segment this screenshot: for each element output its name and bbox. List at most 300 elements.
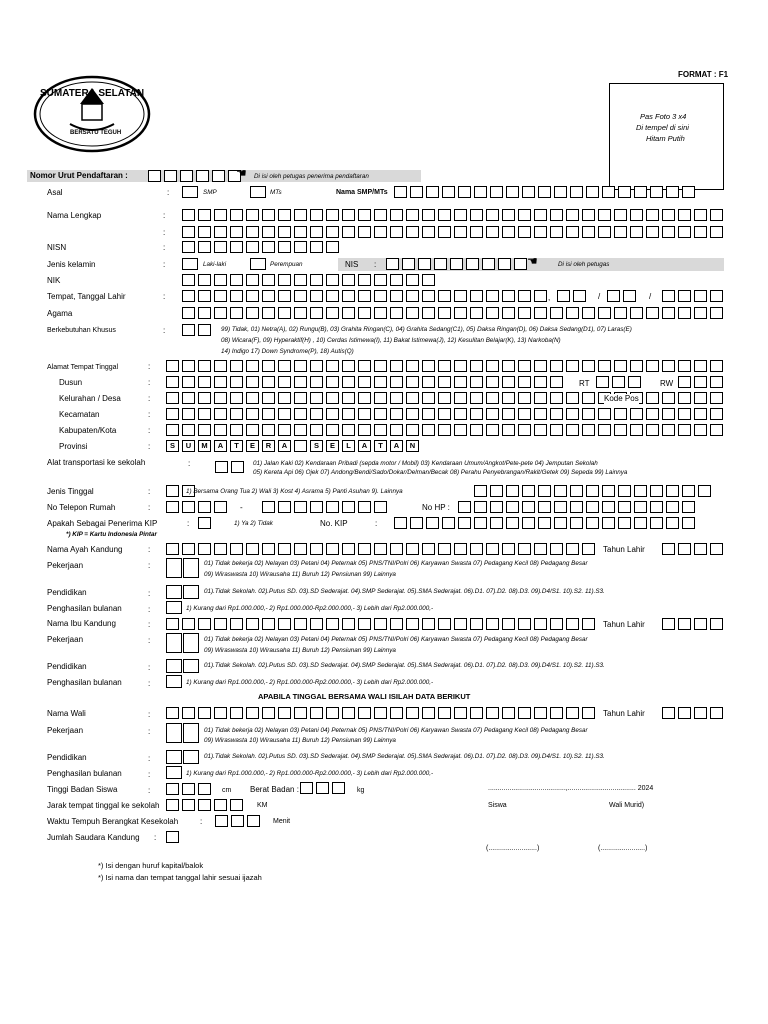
input-box[interactable]: [662, 290, 675, 302]
input-box[interactable]: [586, 186, 599, 198]
input-box[interactable]: [406, 424, 419, 436]
input-box[interactable]: [710, 307, 723, 319]
input-box[interactable]: [374, 307, 387, 319]
input-box[interactable]: [630, 209, 643, 221]
input-box[interactable]: [518, 290, 531, 302]
input-box[interactable]: [470, 226, 483, 238]
saudara-boxes[interactable]: [166, 831, 182, 843]
input-box[interactable]: [682, 485, 695, 497]
input-box[interactable]: [502, 290, 515, 302]
input-box[interactable]: [458, 501, 471, 513]
nama-wali-boxes[interactable]: [166, 707, 598, 719]
input-box[interactable]: [198, 209, 211, 221]
input-box[interactable]: [374, 376, 387, 388]
input-box[interactable]: [490, 501, 503, 513]
input-box[interactable]: [198, 501, 211, 513]
input-box[interactable]: [326, 274, 339, 286]
input-box[interactable]: [198, 360, 211, 372]
input-box[interactable]: [406, 226, 419, 238]
input-box[interactable]: [438, 408, 451, 420]
input-box[interactable]: [470, 408, 483, 420]
input-box[interactable]: [294, 408, 307, 420]
input-box[interactable]: [310, 618, 323, 630]
input-box[interactable]: [300, 782, 313, 794]
input-box[interactable]: [522, 186, 535, 198]
input-box[interactable]: [522, 485, 535, 497]
input-box[interactable]: [406, 618, 419, 630]
input-box[interactable]: [566, 408, 579, 420]
input-box[interactable]: [506, 501, 519, 513]
input-box[interactable]: [614, 424, 627, 436]
input-box[interactable]: [550, 392, 563, 404]
input-box[interactable]: [518, 307, 531, 319]
input-box[interactable]: [502, 618, 515, 630]
input-box[interactable]: [166, 360, 179, 372]
input-box[interactable]: [246, 241, 259, 253]
input-box[interactable]: [550, 307, 563, 319]
input-box[interactable]: [278, 618, 291, 630]
input-box[interactable]: [198, 376, 211, 388]
input-box[interactable]: [198, 241, 211, 253]
input-box[interactable]: [694, 707, 707, 719]
input-box[interactable]: [390, 392, 403, 404]
tahun-boxes[interactable]: [662, 290, 726, 302]
input-box[interactable]: [454, 408, 467, 420]
input-box[interactable]: [214, 392, 227, 404]
input-box[interactable]: [198, 408, 211, 420]
input-box[interactable]: [278, 274, 291, 286]
input-box[interactable]: [374, 501, 387, 513]
input-box[interactable]: [294, 290, 307, 302]
input-box[interactable]: [538, 501, 551, 513]
input-box[interactable]: [534, 707, 547, 719]
input-box[interactable]: [618, 517, 631, 529]
input-box[interactable]: [694, 424, 707, 436]
input-box[interactable]: [518, 226, 531, 238]
input-box[interactable]: [466, 258, 479, 270]
input-box[interactable]: [374, 274, 387, 286]
input-box[interactable]: [182, 241, 195, 253]
input-box[interactable]: [710, 408, 723, 420]
input-box[interactable]: [262, 618, 275, 630]
input-box[interactable]: [246, 707, 259, 719]
input-box[interactable]: [458, 517, 471, 529]
input-box[interactable]: [342, 226, 355, 238]
input-box[interactable]: [310, 408, 323, 420]
input-box[interactable]: [678, 408, 691, 420]
registration-number-boxes[interactable]: [148, 170, 244, 182]
input-box[interactable]: [694, 392, 707, 404]
input-box[interactable]: [550, 376, 563, 388]
input-box[interactable]: [342, 360, 355, 372]
input-box[interactable]: [566, 226, 579, 238]
input-box[interactable]: [332, 782, 345, 794]
input-box[interactable]: [474, 501, 487, 513]
input-box[interactable]: [454, 543, 467, 555]
input-box[interactable]: [502, 376, 515, 388]
input-box[interactable]: [426, 517, 439, 529]
input-box[interactable]: [310, 424, 323, 436]
input-box[interactable]: [358, 226, 371, 238]
input-box[interactable]: [180, 170, 193, 182]
input-box[interactable]: [710, 618, 723, 630]
input-box[interactable]: [278, 707, 291, 719]
input-box[interactable]: [182, 324, 195, 336]
input-box[interactable]: [662, 543, 675, 555]
input-box[interactable]: [198, 783, 211, 795]
input-box[interactable]: [694, 543, 707, 555]
input-box[interactable]: [342, 501, 355, 513]
input-box[interactable]: [246, 424, 259, 436]
input-box[interactable]: [602, 517, 615, 529]
input-box[interactable]: [566, 543, 579, 555]
input-box[interactable]: [182, 209, 195, 221]
input-box[interactable]: [550, 408, 563, 420]
input-box[interactable]: [458, 186, 471, 198]
input-box[interactable]: [470, 209, 483, 221]
alamat-boxes[interactable]: [166, 360, 726, 372]
input-box[interactable]: [374, 360, 387, 372]
input-box[interactable]: [442, 186, 455, 198]
input-box[interactable]: [550, 424, 563, 436]
input-box[interactable]: [710, 424, 723, 436]
input-box[interactable]: [166, 783, 179, 795]
input-box[interactable]: [326, 307, 339, 319]
input-box[interactable]: [406, 274, 419, 286]
input-box[interactable]: [486, 376, 499, 388]
input-box[interactable]: [573, 290, 586, 302]
input-box[interactable]: [566, 360, 579, 372]
input-box[interactable]: [182, 392, 195, 404]
input-box[interactable]: [554, 186, 567, 198]
input-box[interactable]: [710, 707, 723, 719]
input-box[interactable]: [694, 226, 707, 238]
input-box[interactable]: [247, 815, 260, 827]
input-box[interactable]: [166, 408, 179, 420]
input-box[interactable]: [678, 290, 691, 302]
input-box[interactable]: [502, 424, 515, 436]
input-box[interactable]: [614, 408, 627, 420]
input-box[interactable]: [358, 424, 371, 436]
input-box[interactable]: [246, 274, 259, 286]
input-box[interactable]: [582, 424, 595, 436]
input-box[interactable]: [166, 424, 179, 436]
input-box[interactable]: [374, 543, 387, 555]
input-box[interactable]: [474, 517, 487, 529]
input-box[interactable]: [450, 258, 463, 270]
input-box[interactable]: [582, 707, 595, 719]
input-box[interactable]: [694, 209, 707, 221]
tahun-lahir-ibu-boxes[interactable]: [662, 618, 726, 630]
input-box[interactable]: [406, 307, 419, 319]
input-box[interactable]: [598, 408, 611, 420]
input-box[interactable]: [518, 707, 531, 719]
input-box[interactable]: [598, 209, 611, 221]
input-box[interactable]: [486, 408, 499, 420]
input-box[interactable]: [454, 707, 467, 719]
input-box[interactable]: [490, 186, 503, 198]
input-box[interactable]: [650, 517, 663, 529]
input-box[interactable]: [262, 376, 275, 388]
input-box[interactable]: [550, 618, 563, 630]
input-box[interactable]: [498, 258, 511, 270]
input-box[interactable]: [614, 226, 627, 238]
input-box[interactable]: [582, 209, 595, 221]
input-box[interactable]: [294, 307, 307, 319]
input-box[interactable]: [230, 209, 243, 221]
hp-boxes-1[interactable]: [474, 485, 714, 497]
input-box[interactable]: [406, 392, 419, 404]
input-box[interactable]: [316, 782, 329, 794]
input-box[interactable]: [586, 517, 599, 529]
input-box[interactable]: [506, 186, 519, 198]
input-box[interactable]: [502, 543, 515, 555]
input-box[interactable]: [230, 376, 243, 388]
input-box[interactable]: [438, 290, 451, 302]
input-box[interactable]: [342, 424, 355, 436]
input-box[interactable]: [506, 485, 519, 497]
input-box[interactable]: [550, 543, 563, 555]
input-box[interactable]: [310, 274, 323, 286]
nama-smp-boxes[interactable]: [394, 186, 698, 198]
kecamatan-boxes[interactable]: [166, 408, 726, 420]
input-box[interactable]: [326, 543, 339, 555]
input-box[interactable]: [342, 307, 355, 319]
input-box[interactable]: [646, 226, 659, 238]
input-box[interactable]: [586, 485, 599, 497]
input-box[interactable]: [518, 424, 531, 436]
input-box[interactable]: [502, 307, 515, 319]
input-box[interactable]: [534, 618, 547, 630]
input-box[interactable]: [666, 501, 679, 513]
input-box[interactable]: [662, 408, 675, 420]
input-box[interactable]: [666, 186, 679, 198]
input-box[interactable]: [182, 424, 195, 436]
input-box[interactable]: [614, 209, 627, 221]
input-box[interactable]: [438, 307, 451, 319]
tahun-lahir-ayah-boxes[interactable]: [662, 543, 726, 555]
input-box[interactable]: [602, 186, 615, 198]
input-box[interactable]: [198, 707, 211, 719]
input-box[interactable]: [570, 485, 583, 497]
input-box[interactable]: [342, 408, 355, 420]
input-box[interactable]: [148, 170, 161, 182]
transport-boxes[interactable]: [215, 461, 247, 473]
input-box[interactable]: [630, 424, 643, 436]
input-box[interactable]: [278, 226, 291, 238]
input-box[interactable]: [470, 392, 483, 404]
input-box[interactable]: [358, 408, 371, 420]
input-box[interactable]: [534, 408, 547, 420]
input-box[interactable]: [390, 408, 403, 420]
input-box[interactable]: [294, 360, 307, 372]
input-box[interactable]: [214, 274, 227, 286]
input-box[interactable]: [598, 226, 611, 238]
input-box[interactable]: [422, 543, 435, 555]
input-box[interactable]: [310, 209, 323, 221]
input-box[interactable]: [390, 376, 403, 388]
input-box[interactable]: [358, 618, 371, 630]
input-box[interactable]: [470, 376, 483, 388]
input-box[interactable]: [230, 392, 243, 404]
input-box[interactable]: [262, 543, 275, 555]
input-box[interactable]: [678, 707, 691, 719]
input-box[interactable]: [678, 543, 691, 555]
input-box[interactable]: [566, 307, 579, 319]
input-box[interactable]: [230, 360, 243, 372]
nik-boxes[interactable]: [182, 274, 438, 286]
input-box[interactable]: [246, 307, 259, 319]
input-box[interactable]: [198, 226, 211, 238]
input-box[interactable]: [182, 707, 195, 719]
berkebutuhan-boxes[interactable]: [182, 324, 214, 336]
input-box[interactable]: [342, 290, 355, 302]
input-box[interactable]: [486, 618, 499, 630]
input-box[interactable]: [598, 424, 611, 436]
input-box[interactable]: [310, 226, 323, 238]
input-box[interactable]: [198, 274, 211, 286]
input-box[interactable]: [358, 501, 371, 513]
input-box[interactable]: [231, 815, 244, 827]
laki-checkbox[interactable]: [182, 258, 198, 270]
input-box[interactable]: [518, 376, 531, 388]
input-box[interactable]: [422, 274, 435, 286]
input-box[interactable]: [557, 290, 570, 302]
input-box[interactable]: [390, 424, 403, 436]
pekerjaan-ayah-box-2[interactable]: [183, 558, 199, 578]
input-box[interactable]: [438, 707, 451, 719]
input-box[interactable]: [164, 170, 177, 182]
dusun-boxes[interactable]: [166, 376, 566, 388]
input-box[interactable]: [182, 360, 195, 372]
input-box[interactable]: [358, 707, 371, 719]
input-box[interactable]: [294, 424, 307, 436]
input-box[interactable]: [678, 226, 691, 238]
input-box[interactable]: [662, 392, 675, 404]
input-box[interactable]: [278, 543, 291, 555]
input-box[interactable]: [486, 209, 499, 221]
input-box[interactable]: [342, 209, 355, 221]
input-box[interactable]: [426, 186, 439, 198]
input-box[interactable]: [326, 707, 339, 719]
input-box[interactable]: [598, 307, 611, 319]
input-box[interactable]: [630, 307, 643, 319]
input-box[interactable]: [486, 424, 499, 436]
input-box[interactable]: [538, 517, 551, 529]
input-box[interactable]: [358, 274, 371, 286]
input-box[interactable]: [278, 290, 291, 302]
rw-boxes[interactable]: [678, 376, 726, 388]
input-box[interactable]: [214, 290, 227, 302]
input-box[interactable]: [518, 408, 531, 420]
nis-boxes[interactable]: [386, 258, 530, 270]
input-box[interactable]: [198, 324, 211, 336]
input-box[interactable]: [678, 307, 691, 319]
input-box[interactable]: [550, 707, 563, 719]
bulan-boxes[interactable]: [607, 290, 639, 302]
input-box[interactable]: [182, 274, 195, 286]
input-box[interactable]: [326, 424, 339, 436]
smp-checkbox[interactable]: [182, 186, 198, 198]
input-box[interactable]: [534, 290, 547, 302]
input-box[interactable]: [326, 376, 339, 388]
input-box[interactable]: [470, 424, 483, 436]
input-box[interactable]: [582, 226, 595, 238]
input-box[interactable]: [486, 707, 499, 719]
input-box[interactable]: [374, 707, 387, 719]
input-box[interactable]: [182, 408, 195, 420]
agama-boxes[interactable]: [182, 307, 726, 319]
input-box[interactable]: [518, 618, 531, 630]
input-box[interactable]: [294, 707, 307, 719]
input-box[interactable]: [694, 376, 707, 388]
tahun-lahir-wali-boxes[interactable]: [662, 707, 726, 719]
input-box[interactable]: [534, 209, 547, 221]
input-box[interactable]: [534, 360, 547, 372]
rt-boxes[interactable]: [596, 376, 644, 388]
input-box[interactable]: [342, 392, 355, 404]
input-box[interactable]: [182, 307, 195, 319]
input-box[interactable]: [538, 485, 551, 497]
input-box[interactable]: [214, 209, 227, 221]
input-box[interactable]: [294, 209, 307, 221]
input-box[interactable]: [454, 392, 467, 404]
input-box[interactable]: [374, 209, 387, 221]
input-box[interactable]: [682, 501, 695, 513]
input-box[interactable]: [198, 290, 211, 302]
input-box[interactable]: [278, 209, 291, 221]
input-box[interactable]: [214, 799, 227, 811]
input-box[interactable]: [502, 226, 515, 238]
input-box[interactable]: [502, 707, 515, 719]
input-box[interactable]: [554, 517, 567, 529]
input-box[interactable]: [294, 226, 307, 238]
pekerjaan-ayah-box[interactable]: [166, 558, 182, 578]
input-box[interactable]: [596, 376, 609, 388]
input-box[interactable]: [710, 360, 723, 372]
input-box[interactable]: [586, 501, 599, 513]
input-box[interactable]: [214, 424, 227, 436]
input-box[interactable]: [230, 543, 243, 555]
input-box[interactable]: [678, 424, 691, 436]
input-box[interactable]: [454, 209, 467, 221]
input-box[interactable]: [710, 290, 723, 302]
input-box[interactable]: [310, 241, 323, 253]
input-box[interactable]: [406, 408, 419, 420]
input-box[interactable]: [438, 392, 451, 404]
input-box[interactable]: [294, 618, 307, 630]
input-box[interactable]: [534, 424, 547, 436]
input-box[interactable]: [650, 186, 663, 198]
nama-ayah-boxes[interactable]: [166, 543, 598, 555]
input-box[interactable]: [278, 307, 291, 319]
input-box[interactable]: [422, 408, 435, 420]
input-box[interactable]: [662, 618, 675, 630]
nisn-boxes[interactable]: [182, 241, 342, 253]
input-box[interactable]: [454, 618, 467, 630]
input-box[interactable]: [678, 360, 691, 372]
input-box[interactable]: [662, 226, 675, 238]
input-box[interactable]: [582, 307, 595, 319]
input-box[interactable]: [422, 707, 435, 719]
input-box[interactable]: [682, 186, 695, 198]
input-box[interactable]: [662, 209, 675, 221]
input-box[interactable]: [454, 376, 467, 388]
input-box[interactable]: [198, 424, 211, 436]
input-box[interactable]: [166, 376, 179, 388]
input-box[interactable]: [634, 186, 647, 198]
input-box[interactable]: [166, 707, 179, 719]
